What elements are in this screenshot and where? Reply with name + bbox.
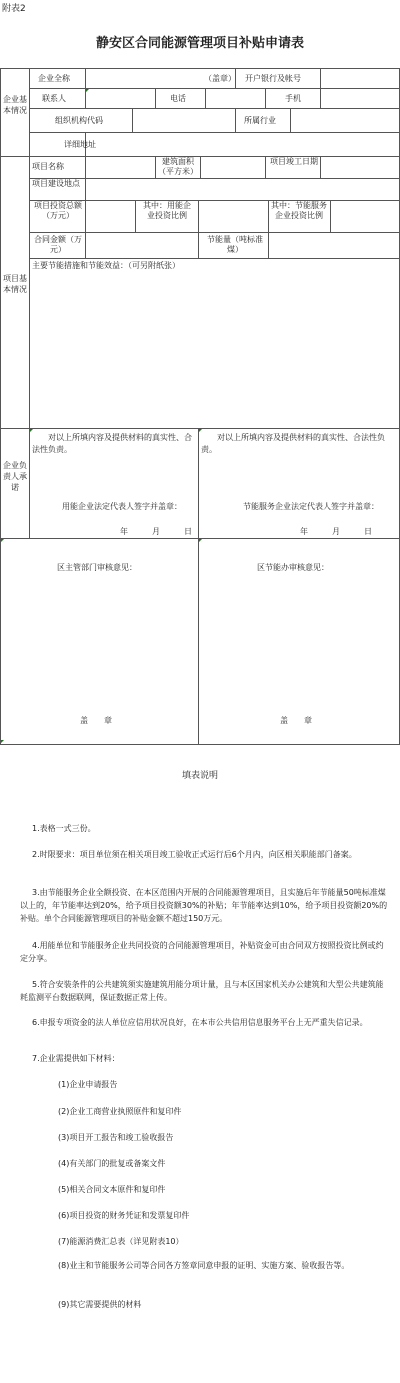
user-ratio-field[interactable] — [199, 201, 268, 232]
cell-comment-marker — [1, 740, 4, 743]
esco-ratio-field[interactable] — [331, 201, 399, 232]
label-energy-saving: 节能量（吨标准煤） — [207, 235, 263, 254]
material-item: (1)企业申请报告 — [58, 1080, 118, 1089]
industry-field[interactable] — [291, 109, 399, 132]
instruction-item: 3.由节能服务企业全额投资、在本区范围内开展的合同能源管理项目，且实施后年节能量50吨标准煤以上的，年节能率达到20%，给予项目投资额30%的补贴；年节能率达到10%，给予项目投资额20%的补贴。单个合同能源管理项目的补贴金额不超过150万元。 — [20, 888, 388, 923]
commitment-right-text: 对以上所填内容及提供材料的真实性、合法性负责。 — [201, 433, 385, 454]
review-left-seal: 盖 章 — [80, 716, 112, 725]
label-org-code: 组织机构代码 — [55, 116, 103, 125]
label-project-name: 项目名称 — [32, 162, 64, 171]
construction-site-field[interactable] — [86, 179, 399, 200]
annex-label: 附表2 — [2, 4, 26, 14]
label-phone: 电话 — [170, 94, 186, 103]
label-building-area: 建筑面积（平方米） — [158, 157, 198, 176]
material-item: (8)业主和节能服务公司等合同各方签章同意申报的证明、实施方案、验收报告等。 — [58, 1261, 350, 1270]
material-item: (9)其它需要提供的材料 — [58, 1300, 142, 1309]
instruction-item: 5.符合安装条件的公共建筑须实施建筑用能分项计量，且与本区国家机关办公建筑和大型公共建筑能耗监测平台数据联网，保证数据正常上传。 — [20, 980, 384, 1002]
label-total-investment: 项目投资总额（万元） — [34, 201, 82, 220]
label-bank-account: 开户银行及帐号 — [245, 74, 301, 83]
material-item: (6)项目投资的财务凭证和发票复印件 — [58, 1211, 190, 1220]
instruction-item: 2.时限要求：项目单位须在相关项目竣工验收正式运行后6个月内，向区相关职能部门备案。 — [32, 850, 357, 859]
total-investment-field[interactable] — [86, 201, 135, 232]
commitment-right-sign: 节能服务企业法定代表人签字并盖章： — [243, 502, 379, 511]
material-item: (2)企业工商营业执照原件和复印件 — [58, 1107, 182, 1116]
address-field[interactable] — [86, 133, 399, 156]
label-contract-amount: 合同金额（万元） — [34, 235, 82, 254]
instruction-item: 7.企业需提供如下材料： — [32, 1054, 120, 1063]
review-right-seal: 盖 章 — [280, 716, 312, 725]
material-item: (5)相关合同文本原件和复印件 — [58, 1185, 166, 1194]
mobile-field[interactable] — [321, 89, 399, 108]
label-completion-date: 项目竣工日期 — [270, 157, 318, 166]
commitment-left-text: 对以上所填内容及提供材料的真实性、合法性负责。 — [32, 433, 192, 454]
review-right-title: 区节能办审核意见： — [257, 563, 329, 572]
material-item: (3)项目开工报告和竣工验收报告 — [58, 1133, 174, 1142]
cell-comment-marker — [199, 539, 202, 542]
label-company-name: 企业全称 — [38, 74, 70, 83]
material-item: (7)能源消费汇总表（详见附表10） — [58, 1237, 184, 1246]
completion-date-field[interactable] — [321, 157, 399, 178]
cell-comment-marker — [1, 539, 4, 542]
building-area-field[interactable] — [201, 157, 265, 178]
label-contact: 联系人 — [42, 94, 66, 103]
label-seal: （盖章） — [204, 74, 236, 83]
instruction-item: 6.申报专项资金的法人单位应信用状况良好，在本市公共信用信息服务平台上无严重失信记录。 — [32, 1018, 368, 1027]
contact-field[interactable] — [86, 89, 155, 108]
energy-saving-field[interactable] — [269, 233, 399, 258]
review-left-title: 区主管部门审核意见： — [57, 563, 137, 572]
project-name-field[interactable] — [86, 157, 155, 178]
bank-account-field[interactable] — [321, 69, 399, 88]
label-construction-site: 项目建设地点 — [32, 179, 80, 188]
section-label-company: 企业基本情况 — [3, 95, 27, 115]
org-code-field[interactable] — [133, 109, 235, 132]
label-mobile: 手机 — [285, 94, 301, 103]
section-label-commitment: 企业负责人承诺 — [3, 461, 27, 492]
label-industry: 所属行业 — [244, 116, 276, 125]
phone-field[interactable] — [206, 89, 265, 108]
instructions-title: 填表说明 — [181, 771, 218, 781]
company-name-field[interactable] — [86, 69, 204, 88]
measures-textarea[interactable] — [30, 272, 399, 427]
label-esco-ratio: 其中：节能服务企业投资比例 — [271, 201, 327, 220]
instruction-item: 1.表格一式三份。 — [32, 824, 96, 833]
instruction-item: 4.用能单位和节能服务企业共同投资的合同能源管理项目，补贴资金可由合同双方按照投资比例或约定分享。 — [20, 941, 384, 963]
section-label-project: 项目基本情况 — [3, 274, 27, 294]
label-address: 详细地址 — [64, 140, 96, 149]
label-measures: 主要节能措施和节能效益：（可另附纸张） — [32, 261, 180, 270]
contract-amount-field[interactable] — [86, 233, 198, 258]
material-item: (4)有关部门的批复或备案文件 — [58, 1159, 166, 1168]
label-user-ratio: 其中：用能企业投资比例 — [143, 201, 191, 220]
commitment-left-sign: 用能企业法定代表人签字并盖章： — [62, 502, 182, 511]
page-title: 静安区合同能源管理项目补贴申请表 — [95, 36, 304, 51]
